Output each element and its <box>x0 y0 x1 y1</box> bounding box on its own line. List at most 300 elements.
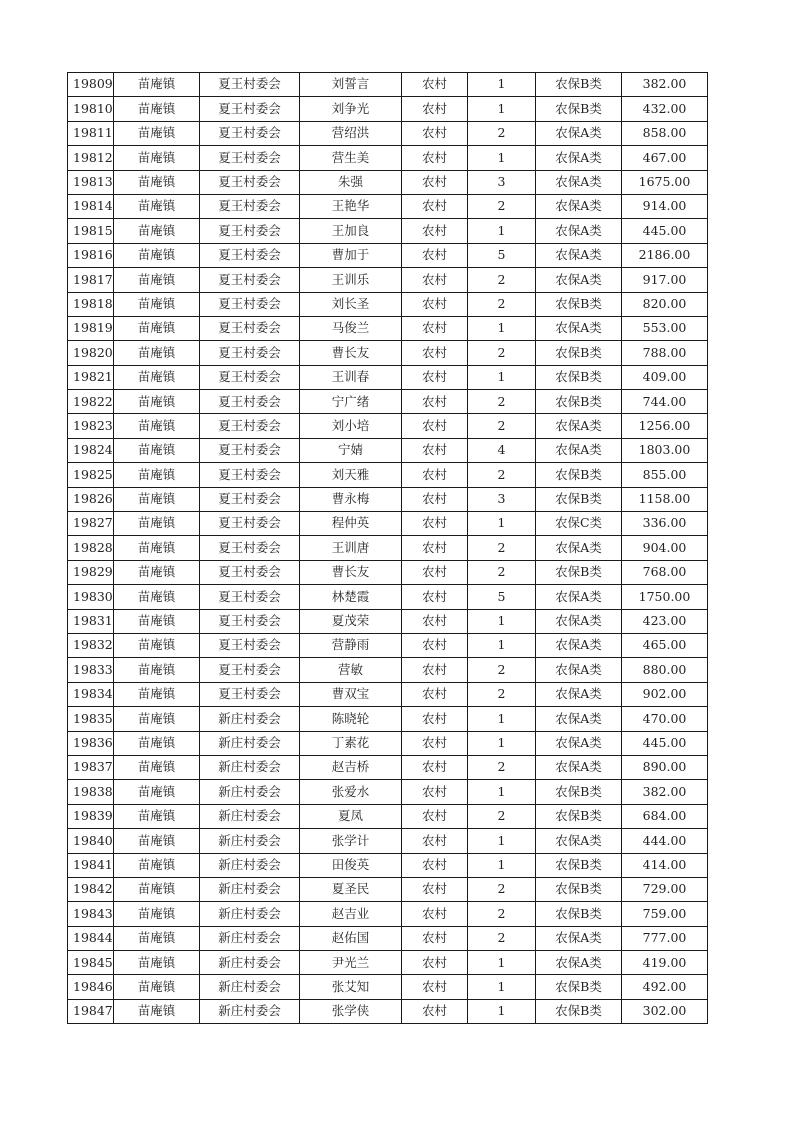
table-row <box>68 975 708 999</box>
cell-village: 夏王村委会 <box>200 682 300 706</box>
cell-village: 夏王村委会 <box>200 585 300 609</box>
cell-type: 农村 <box>402 804 468 828</box>
cell-name: 刘争光 <box>300 97 402 121</box>
table-row <box>68 365 708 389</box>
cell-amount: 2186.00 <box>622 243 708 267</box>
cell-category: 农保A类 <box>536 682 622 706</box>
table-row <box>68 243 708 267</box>
cell-amount: 820.00 <box>622 292 708 316</box>
cell-category: 农保A类 <box>536 609 622 633</box>
cell-amount: 880.00 <box>622 658 708 682</box>
cell-category: 农保A类 <box>536 243 622 267</box>
cell-count: 1 <box>468 829 536 853</box>
cell-name: 曹双宝 <box>300 682 402 706</box>
cell-category: 农保B类 <box>536 292 622 316</box>
cell-name: 宁婧 <box>300 438 402 462</box>
cell-town: 苗庵镇 <box>114 194 200 218</box>
cell-amount: 445.00 <box>622 219 708 243</box>
cell-village: 夏王村委会 <box>200 560 300 584</box>
cell-id: 19839 <box>68 804 114 828</box>
cell-count: 2 <box>468 390 536 414</box>
cell-town: 苗庵镇 <box>114 999 200 1023</box>
table-row <box>68 877 708 901</box>
cell-name: 张学侠 <box>300 999 402 1023</box>
table-row <box>68 658 708 682</box>
cell-name: 张艾知 <box>300 975 402 999</box>
cell-village: 夏王村委会 <box>200 146 300 170</box>
cell-type: 农村 <box>402 341 468 365</box>
cell-id: 19828 <box>68 536 114 560</box>
cell-town: 苗庵镇 <box>114 292 200 316</box>
cell-town: 苗庵镇 <box>114 877 200 901</box>
cell-id: 19810 <box>68 97 114 121</box>
cell-village: 新庄村委会 <box>200 999 300 1023</box>
table-row <box>68 560 708 584</box>
table-row <box>68 682 708 706</box>
cell-id: 19831 <box>68 609 114 633</box>
cell-town: 苗庵镇 <box>114 951 200 975</box>
cell-id: 19832 <box>68 633 114 657</box>
cell-id: 19840 <box>68 829 114 853</box>
cell-category: 农保C类 <box>536 512 622 536</box>
cell-village: 夏王村委会 <box>200 341 300 365</box>
cell-amount: 302.00 <box>622 999 708 1023</box>
cell-village: 新庄村委会 <box>200 780 300 804</box>
cell-id: 19830 <box>68 585 114 609</box>
cell-town: 苗庵镇 <box>114 804 200 828</box>
cell-type: 农村 <box>402 829 468 853</box>
table-row <box>68 438 708 462</box>
cell-amount: 432.00 <box>622 97 708 121</box>
cell-id: 19843 <box>68 902 114 926</box>
table-row <box>68 780 708 804</box>
cell-name: 夏凤 <box>300 804 402 828</box>
table-row <box>68 804 708 828</box>
cell-id: 19838 <box>68 780 114 804</box>
table-row <box>68 170 708 194</box>
cell-count: 1 <box>468 316 536 340</box>
table-row <box>68 292 708 316</box>
cell-type: 农村 <box>402 463 468 487</box>
table-row <box>68 316 708 340</box>
cell-type: 农村 <box>402 268 468 292</box>
cell-town: 苗庵镇 <box>114 341 200 365</box>
cell-town: 苗庵镇 <box>114 463 200 487</box>
cell-village: 夏王村委会 <box>200 633 300 657</box>
cell-type: 农村 <box>402 97 468 121</box>
cell-amount: 414.00 <box>622 853 708 877</box>
cell-category: 农保B类 <box>536 463 622 487</box>
cell-town: 苗庵镇 <box>114 243 200 267</box>
cell-count: 2 <box>468 902 536 926</box>
cell-count: 3 <box>468 487 536 511</box>
cell-id: 19815 <box>68 219 114 243</box>
cell-count: 2 <box>468 536 536 560</box>
cell-category: 农保A类 <box>536 414 622 438</box>
cell-amount: 914.00 <box>622 194 708 218</box>
cell-town: 苗庵镇 <box>114 658 200 682</box>
cell-name: 张爱水 <box>300 780 402 804</box>
cell-amount: 788.00 <box>622 341 708 365</box>
cell-type: 农村 <box>402 146 468 170</box>
cell-village: 新庄村委会 <box>200 804 300 828</box>
cell-town: 苗庵镇 <box>114 682 200 706</box>
cell-type: 农村 <box>402 316 468 340</box>
cell-town: 苗庵镇 <box>114 97 200 121</box>
cell-category: 农保B类 <box>536 487 622 511</box>
cell-count: 1 <box>468 780 536 804</box>
cell-count: 2 <box>468 926 536 950</box>
table-row <box>68 731 708 755</box>
cell-name: 尹光兰 <box>300 951 402 975</box>
cell-village: 新庄村委会 <box>200 853 300 877</box>
cell-name: 营绍洪 <box>300 121 402 145</box>
cell-amount: 419.00 <box>622 951 708 975</box>
cell-id: 19834 <box>68 682 114 706</box>
table-row <box>68 121 708 145</box>
cell-category: 农保A类 <box>536 926 622 950</box>
cell-amount: 465.00 <box>622 633 708 657</box>
cell-village: 夏王村委会 <box>200 414 300 438</box>
cell-village: 新庄村委会 <box>200 829 300 853</box>
cell-count: 4 <box>468 438 536 462</box>
cell-count: 2 <box>468 414 536 438</box>
cell-type: 农村 <box>402 414 468 438</box>
cell-id: 19836 <box>68 731 114 755</box>
cell-town: 苗庵镇 <box>114 853 200 877</box>
cell-count: 3 <box>468 170 536 194</box>
cell-category: 农保A类 <box>536 170 622 194</box>
cell-category: 农保A类 <box>536 194 622 218</box>
cell-type: 农村 <box>402 194 468 218</box>
cell-name: 宁广绪 <box>300 390 402 414</box>
cell-category: 农保A类 <box>536 316 622 340</box>
cell-amount: 768.00 <box>622 560 708 584</box>
cell-id: 19812 <box>68 146 114 170</box>
cell-village: 夏王村委会 <box>200 365 300 389</box>
cell-name: 王训春 <box>300 365 402 389</box>
cell-count: 1 <box>468 999 536 1023</box>
cell-count: 2 <box>468 755 536 779</box>
cell-village: 新庄村委会 <box>200 951 300 975</box>
cell-type: 农村 <box>402 365 468 389</box>
cell-amount: 336.00 <box>622 512 708 536</box>
cell-village: 夏王村委会 <box>200 316 300 340</box>
cell-town: 苗庵镇 <box>114 268 200 292</box>
cell-type: 农村 <box>402 755 468 779</box>
table-row <box>68 829 708 853</box>
cell-name: 赵吉桥 <box>300 755 402 779</box>
cell-id: 19818 <box>68 292 114 316</box>
cell-amount: 445.00 <box>622 731 708 755</box>
cell-id: 19833 <box>68 658 114 682</box>
cell-type: 农村 <box>402 73 468 97</box>
cell-id: 19835 <box>68 707 114 731</box>
table-row <box>68 951 708 975</box>
cell-village: 夏王村委会 <box>200 536 300 560</box>
cell-id: 19813 <box>68 170 114 194</box>
cell-name: 王加良 <box>300 219 402 243</box>
cell-town: 苗庵镇 <box>114 390 200 414</box>
cell-name: 王训乐 <box>300 268 402 292</box>
cell-village: 夏王村委会 <box>200 487 300 511</box>
cell-category: 农保B类 <box>536 97 622 121</box>
cell-count: 5 <box>468 585 536 609</box>
cell-category: 农保B类 <box>536 853 622 877</box>
cell-category: 农保A类 <box>536 755 622 779</box>
cell-amount: 553.00 <box>622 316 708 340</box>
cell-id: 19824 <box>68 438 114 462</box>
cell-count: 2 <box>468 463 536 487</box>
cell-town: 苗庵镇 <box>114 633 200 657</box>
cell-amount: 890.00 <box>622 755 708 779</box>
cell-category: 农保B类 <box>536 975 622 999</box>
table-row <box>68 853 708 877</box>
table-row <box>68 97 708 121</box>
table-body <box>68 73 708 1024</box>
cell-amount: 902.00 <box>622 682 708 706</box>
table-row <box>68 633 708 657</box>
cell-category: 农保B类 <box>536 902 622 926</box>
cell-category: 农保B类 <box>536 73 622 97</box>
cell-id: 19811 <box>68 121 114 145</box>
cell-type: 农村 <box>402 219 468 243</box>
cell-amount: 729.00 <box>622 877 708 901</box>
cell-name: 刘小培 <box>300 414 402 438</box>
cell-name: 朱强 <box>300 170 402 194</box>
subsidy-table <box>67 72 708 1024</box>
cell-amount: 382.00 <box>622 780 708 804</box>
cell-type: 农村 <box>402 609 468 633</box>
cell-village: 夏王村委会 <box>200 170 300 194</box>
cell-category: 农保B类 <box>536 780 622 804</box>
cell-village: 新庄村委会 <box>200 975 300 999</box>
cell-village: 夏王村委会 <box>200 609 300 633</box>
cell-amount: 759.00 <box>622 902 708 926</box>
cell-id: 19809 <box>68 73 114 97</box>
table-row <box>68 463 708 487</box>
cell-town: 苗庵镇 <box>114 146 200 170</box>
cell-count: 1 <box>468 97 536 121</box>
cell-town: 苗庵镇 <box>114 560 200 584</box>
cell-name: 王艳华 <box>300 194 402 218</box>
cell-type: 农村 <box>402 121 468 145</box>
cell-id: 19827 <box>68 512 114 536</box>
cell-town: 苗庵镇 <box>114 170 200 194</box>
cell-id: 19847 <box>68 999 114 1023</box>
table-row <box>68 390 708 414</box>
cell-village: 夏王村委会 <box>200 73 300 97</box>
cell-amount: 444.00 <box>622 829 708 853</box>
cell-category: 农保A类 <box>536 146 622 170</box>
cell-id: 19844 <box>68 926 114 950</box>
cell-type: 农村 <box>402 999 468 1023</box>
cell-type: 农村 <box>402 243 468 267</box>
cell-id: 19842 <box>68 877 114 901</box>
cell-count: 1 <box>468 707 536 731</box>
cell-village: 夏王村委会 <box>200 463 300 487</box>
cell-amount: 684.00 <box>622 804 708 828</box>
cell-count: 1 <box>468 73 536 97</box>
cell-category: 农保A类 <box>536 707 622 731</box>
cell-count: 2 <box>468 877 536 901</box>
cell-count: 5 <box>468 243 536 267</box>
cell-town: 苗庵镇 <box>114 487 200 511</box>
cell-type: 农村 <box>402 170 468 194</box>
cell-amount: 917.00 <box>622 268 708 292</box>
cell-amount: 777.00 <box>622 926 708 950</box>
cell-town: 苗庵镇 <box>114 829 200 853</box>
cell-id: 19821 <box>68 365 114 389</box>
cell-name: 林楚霞 <box>300 585 402 609</box>
cell-category: 农保A类 <box>536 121 622 145</box>
cell-id: 19817 <box>68 268 114 292</box>
cell-category: 农保A类 <box>536 829 622 853</box>
cell-type: 农村 <box>402 390 468 414</box>
cell-count: 1 <box>468 609 536 633</box>
cell-town: 苗庵镇 <box>114 707 200 731</box>
cell-town: 苗庵镇 <box>114 585 200 609</box>
cell-amount: 423.00 <box>622 609 708 633</box>
table-row <box>68 194 708 218</box>
cell-type: 农村 <box>402 633 468 657</box>
cell-name: 赵佑国 <box>300 926 402 950</box>
cell-town: 苗庵镇 <box>114 121 200 145</box>
cell-town: 苗庵镇 <box>114 755 200 779</box>
table-row <box>68 414 708 438</box>
cell-town: 苗庵镇 <box>114 902 200 926</box>
cell-town: 苗庵镇 <box>114 73 200 97</box>
cell-type: 农村 <box>402 487 468 511</box>
cell-type: 农村 <box>402 877 468 901</box>
cell-village: 新庄村委会 <box>200 926 300 950</box>
table-row <box>68 999 708 1023</box>
cell-id: 19819 <box>68 316 114 340</box>
cell-town: 苗庵镇 <box>114 926 200 950</box>
cell-category: 农保B类 <box>536 560 622 584</box>
cell-type: 农村 <box>402 926 468 950</box>
cell-category: 农保A类 <box>536 633 622 657</box>
cell-count: 2 <box>468 292 536 316</box>
cell-name: 马俊兰 <box>300 316 402 340</box>
cell-count: 1 <box>468 219 536 243</box>
cell-town: 苗庵镇 <box>114 316 200 340</box>
cell-count: 2 <box>468 804 536 828</box>
cell-category: 农保B类 <box>536 877 622 901</box>
cell-amount: 1256.00 <box>622 414 708 438</box>
cell-name: 夏圣民 <box>300 877 402 901</box>
cell-category: 农保A类 <box>536 219 622 243</box>
cell-name: 刘长圣 <box>300 292 402 316</box>
cell-name: 营静雨 <box>300 633 402 657</box>
cell-village: 新庄村委会 <box>200 707 300 731</box>
cell-type: 农村 <box>402 853 468 877</box>
table-row <box>68 219 708 243</box>
cell-amount: 467.00 <box>622 146 708 170</box>
table-row <box>68 512 708 536</box>
cell-type: 农村 <box>402 292 468 316</box>
cell-amount: 382.00 <box>622 73 708 97</box>
cell-count: 2 <box>468 658 536 682</box>
cell-name: 程仲英 <box>300 512 402 536</box>
cell-name: 刘誓言 <box>300 73 402 97</box>
cell-type: 农村 <box>402 902 468 926</box>
cell-category: 农保A类 <box>536 731 622 755</box>
table-row <box>68 585 708 609</box>
cell-town: 苗庵镇 <box>114 609 200 633</box>
cell-town: 苗庵镇 <box>114 512 200 536</box>
cell-name: 王训唐 <box>300 536 402 560</box>
cell-name: 曹加于 <box>300 243 402 267</box>
cell-category: 农保A类 <box>536 658 622 682</box>
cell-type: 农村 <box>402 658 468 682</box>
cell-amount: 1675.00 <box>622 170 708 194</box>
cell-type: 农村 <box>402 951 468 975</box>
cell-category: 农保B类 <box>536 390 622 414</box>
cell-type: 农村 <box>402 780 468 804</box>
cell-count: 1 <box>468 731 536 755</box>
cell-name: 营敏 <box>300 658 402 682</box>
table-row <box>68 902 708 926</box>
cell-village: 夏王村委会 <box>200 97 300 121</box>
cell-name: 田俊英 <box>300 853 402 877</box>
cell-amount: 1803.00 <box>622 438 708 462</box>
cell-amount: 744.00 <box>622 390 708 414</box>
cell-type: 农村 <box>402 438 468 462</box>
cell-id: 19845 <box>68 951 114 975</box>
cell-count: 2 <box>468 560 536 584</box>
cell-village: 夏王村委会 <box>200 438 300 462</box>
cell-type: 农村 <box>402 512 468 536</box>
cell-category: 农保B类 <box>536 365 622 389</box>
cell-count: 1 <box>468 365 536 389</box>
cell-town: 苗庵镇 <box>114 414 200 438</box>
cell-id: 19841 <box>68 853 114 877</box>
cell-id: 19816 <box>68 243 114 267</box>
cell-name: 刘天雅 <box>300 463 402 487</box>
cell-id: 19825 <box>68 463 114 487</box>
table-row <box>68 926 708 950</box>
table-row <box>68 73 708 97</box>
cell-name: 丁素花 <box>300 731 402 755</box>
cell-name: 曹长友 <box>300 560 402 584</box>
cell-village: 夏王村委会 <box>200 219 300 243</box>
cell-town: 苗庵镇 <box>114 438 200 462</box>
cell-type: 农村 <box>402 707 468 731</box>
cell-count: 1 <box>468 146 536 170</box>
cell-name: 曹长友 <box>300 341 402 365</box>
table-row <box>68 707 708 731</box>
cell-count: 1 <box>468 853 536 877</box>
table-row <box>68 146 708 170</box>
table-row <box>68 341 708 365</box>
cell-category: 农保B类 <box>536 804 622 828</box>
cell-town: 苗庵镇 <box>114 219 200 243</box>
cell-village: 夏王村委会 <box>200 243 300 267</box>
cell-name: 赵吉业 <box>300 902 402 926</box>
cell-village: 夏王村委会 <box>200 268 300 292</box>
cell-count: 2 <box>468 341 536 365</box>
table-row <box>68 609 708 633</box>
cell-name: 曹永梅 <box>300 487 402 511</box>
cell-amount: 492.00 <box>622 975 708 999</box>
cell-id: 19829 <box>68 560 114 584</box>
cell-type: 农村 <box>402 731 468 755</box>
cell-type: 农村 <box>402 975 468 999</box>
cell-category: 农保A类 <box>536 268 622 292</box>
cell-name: 夏茂荣 <box>300 609 402 633</box>
cell-amount: 1158.00 <box>622 487 708 511</box>
